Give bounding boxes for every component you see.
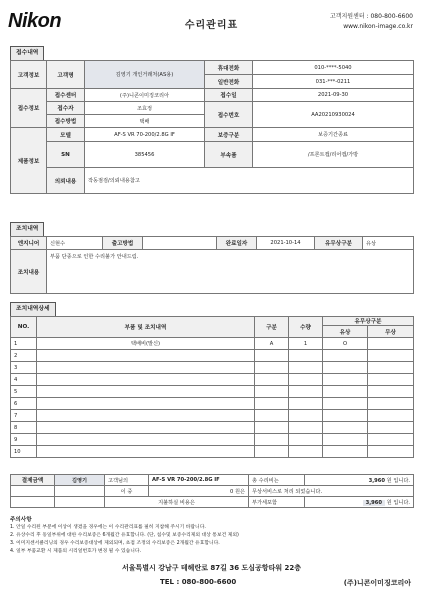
notes-block xyxy=(10,516,239,556)
payment-label: 결제금액 xyxy=(11,475,55,486)
detail-header-item: 부품 및 조치내역 xyxy=(37,317,255,338)
detail-cell-no: 5 xyxy=(11,386,37,398)
detail-cell-item xyxy=(37,362,255,374)
nikon-logo: Nikon xyxy=(8,10,62,32)
reception-date-label: 접수일 xyxy=(205,89,253,102)
detail-cell-no: 9 xyxy=(11,434,37,446)
action-content-label: 조치내용 xyxy=(11,250,47,294)
detail-cell-no: 1 xyxy=(11,338,37,350)
payment-free-desc: 무상서비스로 처리 되었습니다. xyxy=(249,486,414,497)
detail-cell-kind xyxy=(255,446,289,458)
accessories-value: /프론트캡/리어캡/가방 xyxy=(253,142,414,168)
detail-cell-paid xyxy=(323,350,368,362)
customer-info-label: 고객정보 xyxy=(11,61,47,89)
reception-info-label: 접수정보 xyxy=(11,89,47,128)
table-row xyxy=(11,422,414,434)
customer-name-label: 고객명 xyxy=(47,61,85,89)
detail-header-qty: 수량 xyxy=(289,317,323,338)
detail-cell-no: 8 xyxy=(11,422,37,434)
reception-number-label: 접수번호 xyxy=(205,102,253,128)
detail-cell-free xyxy=(368,362,414,374)
detail-cell-kind xyxy=(255,422,289,434)
detail-cell-qty xyxy=(289,434,323,446)
receiver-value: 조효정 xyxy=(85,102,205,115)
payment-pay-label: 지불하실 비용은 xyxy=(105,497,249,508)
done-date-label: 완료일자 xyxy=(217,237,257,250)
payment-free-value: 0 xyxy=(230,488,234,495)
detail-header-paid-group: 유무상구분 xyxy=(323,317,414,326)
table-row xyxy=(11,374,414,386)
payment-customer-suffix: 고객님의 xyxy=(105,475,149,486)
detail-cell-no: 6 xyxy=(11,398,37,410)
center-value: (주)니콘이미징코리아 xyxy=(85,89,205,102)
detail-cell-qty xyxy=(289,398,323,410)
engineer-label: 엔지니어 xyxy=(11,237,47,250)
section-tab-detail: 조치내역상세 xyxy=(10,302,56,316)
detail-cell-kind xyxy=(255,410,289,422)
section-tab-action: 조치내역 xyxy=(10,222,44,236)
detail-cell-item xyxy=(37,374,255,386)
note-item: 2. 유상수리 후 동일부위에 대한 수리보증은 6개월간 유효합니다. (단, 침수및 보증수리제외 대상 통보건 제외) xyxy=(10,533,239,538)
detail-cell-free xyxy=(368,350,414,362)
payment-model: AF-S VR 70-200/2.8G IF xyxy=(149,475,249,486)
notes-title: 주의사항 xyxy=(10,517,32,523)
detail-header-free: 무상 xyxy=(368,326,414,338)
detail-cell-item xyxy=(37,434,255,446)
detail-cell-qty xyxy=(289,374,323,386)
detail-cell-qty: 1 xyxy=(289,338,323,350)
contact-tel: 고객지원센터 : 080-800-6600 xyxy=(329,13,413,20)
phone-label: 일반전화 xyxy=(205,75,253,89)
method-value: 택배 xyxy=(85,115,205,128)
detail-cell-no: 3 xyxy=(11,362,37,374)
detail-cell-item xyxy=(37,350,255,362)
detail-cell-paid: O xyxy=(323,338,368,350)
payment-total-label: 총 수리비는 xyxy=(249,475,305,486)
engineer-value: 신현수 xyxy=(47,237,103,250)
ship-method-value xyxy=(143,237,217,250)
payment-pay-value: 3,960 xyxy=(363,500,385,506)
paid-type-value: 유상 xyxy=(363,237,414,250)
detail-table xyxy=(10,316,414,458)
payment-customer-name: 김영기 xyxy=(55,475,105,486)
detail-cell-paid xyxy=(323,398,368,410)
detail-header-kind: 구분 xyxy=(255,317,289,338)
detail-cell-no: 10 xyxy=(11,446,37,458)
detail-cell-paid xyxy=(323,434,368,446)
model-value: AF-S VR 70-200/2.8G IF xyxy=(85,128,205,142)
detail-cell-item xyxy=(37,398,255,410)
table-row xyxy=(11,434,414,446)
detail-cell-paid xyxy=(323,374,368,386)
payment-line2-left: 이 중 xyxy=(105,486,149,497)
paid-type-label: 유무상구분 xyxy=(315,237,363,250)
detail-cell-item xyxy=(37,422,255,434)
model-label: 모델 xyxy=(47,128,85,142)
phone-value: 031-***-0211 xyxy=(253,75,414,89)
section-tab-reception: 접수내역 xyxy=(10,46,44,60)
reception-date-value: 2021-09-30 xyxy=(253,89,414,102)
detail-cell-kind xyxy=(255,398,289,410)
detail-cell-free xyxy=(368,338,414,350)
reception-table xyxy=(10,60,414,194)
detail-header-paid: 유상 xyxy=(323,326,368,338)
detail-cell-free xyxy=(368,386,414,398)
done-date-value: 2021-10-14 xyxy=(257,237,315,250)
detail-cell-no: 7 xyxy=(11,410,37,422)
detail-cell-free xyxy=(368,410,414,422)
detail-cell-paid xyxy=(323,422,368,434)
request-value: 작동점검/의뢰내용참고 xyxy=(85,168,414,194)
detail-cell-paid xyxy=(323,410,368,422)
action-table xyxy=(10,236,414,294)
detail-cell-kind xyxy=(255,362,289,374)
page-title: 수리관리표 xyxy=(184,20,239,31)
detail-cell-free xyxy=(368,398,414,410)
request-label: 의뢰내용 xyxy=(47,168,85,194)
payment-vat-label: 부가세포함 xyxy=(249,497,305,508)
note-item: 4. 일부 부품교환 시 제품의 시리얼번호가 변경 될 수 있습니다. xyxy=(10,549,142,554)
mobile-value: 010-****-5040 xyxy=(253,61,414,75)
payment-free-text: 원은 xyxy=(234,488,245,495)
ship-method-label: 출고방법 xyxy=(103,237,143,250)
payment-total-unit: 원 입니다. xyxy=(386,477,410,484)
table-row xyxy=(11,386,414,398)
detail-cell-free xyxy=(368,434,414,446)
detail-cell-kind: A xyxy=(255,338,289,350)
sn-label: SN xyxy=(47,142,85,168)
detail-cell-kind xyxy=(255,374,289,386)
receiver-label: 접수자 xyxy=(47,102,85,115)
center-label: 접수센터 xyxy=(47,89,85,102)
warranty-value: 보증기간종료 xyxy=(253,128,414,142)
accessories-label: 부속품 xyxy=(205,142,253,168)
detail-cell-qty xyxy=(289,362,323,374)
detail-cell-qty xyxy=(289,350,323,362)
detail-cell-free xyxy=(368,374,414,386)
detail-cell-kind xyxy=(255,350,289,362)
detail-cell-qty xyxy=(289,422,323,434)
table-row xyxy=(11,362,414,374)
detail-cell-qty xyxy=(289,386,323,398)
detail-cell-paid xyxy=(323,386,368,398)
action-content-value: 부품 단종으로 인한 수리불가 안내드림. xyxy=(47,250,414,294)
contact-info xyxy=(330,12,413,32)
detail-cell-free xyxy=(368,446,414,458)
footer-address: 서울특별시 강남구 테헤란로 87길 36 도심공항타워 22층 xyxy=(121,564,302,572)
note-item: 1. 안일 수리된 부분에 이상이 생겼을 경우에는 이 수리관리표를 필히 지참해 주시기 바랍니다. xyxy=(10,525,206,530)
detail-cell-item xyxy=(37,410,255,422)
table-row xyxy=(11,350,414,362)
sn-value: 385456 xyxy=(85,142,205,168)
table-row xyxy=(11,338,414,350)
note-item: 3. 이미지센서클리닝의 경우 수리보증대상에 제외되며, 초점 조정의 수리보증은 2개월간 유효합니다. xyxy=(10,541,220,546)
table-row xyxy=(11,398,414,410)
detail-cell-qty xyxy=(289,446,323,458)
detail-cell-no: 4 xyxy=(11,374,37,386)
detail-cell-item: 택배비(발신) xyxy=(37,338,255,350)
warranty-label: 보증구분 xyxy=(205,128,253,142)
mobile-label: 휴대전화 xyxy=(205,61,253,75)
detail-cell-kind xyxy=(255,386,289,398)
method-label: 접수방법 xyxy=(47,115,85,128)
footer-corp: (주)니콘이미징코리아 xyxy=(343,579,411,587)
table-row xyxy=(11,410,414,422)
detail-cell-qty xyxy=(289,410,323,422)
detail-cell-item xyxy=(37,446,255,458)
payment-pay-unit: 원 입니다. xyxy=(386,499,410,506)
customer-name-value: 김영기 개인거래처(AS용) xyxy=(85,61,205,89)
product-info-label: 제품정보 xyxy=(11,128,47,194)
payment-table xyxy=(10,474,414,508)
detail-cell-no: 2 xyxy=(11,350,37,362)
payment-total-value: 3,960 xyxy=(368,477,385,484)
contact-web[interactable]: www.nikon-image.co.kr xyxy=(343,23,413,30)
detail-cell-paid xyxy=(323,446,368,458)
detail-cell-free xyxy=(368,422,414,434)
table-row xyxy=(11,446,414,458)
detail-cell-paid xyxy=(323,362,368,374)
reception-number-value: AA20210930024 xyxy=(253,102,414,128)
detail-cell-item xyxy=(37,386,255,398)
detail-header-no: NO. xyxy=(11,317,37,338)
detail-cell-kind xyxy=(255,434,289,446)
footer-tel: TEL : 080-800-6600 xyxy=(160,578,237,586)
